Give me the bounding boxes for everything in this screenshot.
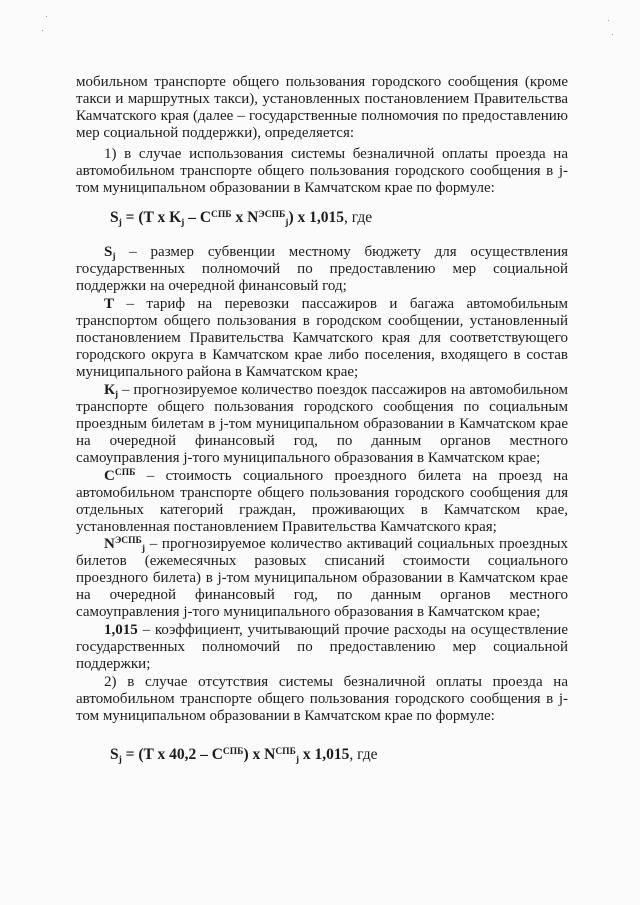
formula-2-s: S bbox=[110, 746, 119, 763]
definition-t: Т – тариф на перевозки пассажиров и багажа автомобильным транспортом общего пользования в городском сообщении, установленный постановлением Правительства Камчатского края для соответствующего городского округа в Камчатском крае либо поселения, входящего в состав муниципального района в Камчатском крае; bbox=[76, 296, 568, 380]
definition-sj: $S_j$ – размер субвенции местному бюджету для осуществления государственных полномочий по предоставлению мер социальной поддержки на очередной финансовый год; bbox=[76, 244, 568, 294]
scan-speck bbox=[612, 34, 613, 35]
formula-1: $S_j = (T$ x $K_j - C^{СПБ}$ x $N^{ЭСПБ}_j$) x 1,015, где bbox=[110, 209, 373, 228]
item-1-paragraph: 1) в случае использования системы безналичной оплаты проезда на автомобильном транспорте общего пользования городского сообщения в j-том муниципальном образовании в Камчатском крае по формуле: bbox=[76, 146, 568, 196]
definition-coefficient: 1,015 – коэффициент, учитывающий прочие расходы на осуществление государственных полномочий по предоставлению мер социальной поддержки; bbox=[76, 622, 568, 672]
formula-1-k: K bbox=[169, 209, 182, 226]
formula-2: $S_j = (T$ x $40,2 - C^{СПБ}$) x $N^{СПБ}_j$ x 1,015, где bbox=[110, 746, 378, 765]
scan-speck bbox=[42, 30, 43, 31]
definition-kj: $К_j$ – прогнозируемое количество поездок пассажиров на автомобильном транспорте общего пользования городского сообщения по социальным проездным билетам в j-том муниципальном образовании в Камчатском крае на очередной финансовый год, по данным органов местного самоуправления j-того муниципального образования в Камчатском крае; bbox=[76, 382, 568, 466]
definition-nespb: $N^{ЭСПБ}_j$ – прогнозируемое количество активаций социальных проездных билетов (ежемесячных разовых списаний стоимости социального проездного билета) в j-том муниципальном образовании в Камчатском крае на очередной финансовый год, по данным органов местного самоуправления j-того муниципального образования в Камчатском крае; bbox=[76, 536, 568, 620]
definition-cspb: $С^{СПБ}$ – стоимость социального проездного билета на проезд на автомобильном транспорте общего пользования городского сообщения для отдельных категорий граждан, проживающих в Камчатском крае, установленная постановлением Правительства Камчатского края; bbox=[76, 468, 568, 535]
formula-1-s: S bbox=[110, 209, 119, 226]
scan-speck bbox=[608, 20, 609, 21]
item-2-paragraph: 2) в случае отсутствия системы безналичной оплаты проезда на автомобильном транспорте общего пользования городского сообщения в j-том муниципальном образовании в Камчатском крае по формуле: bbox=[76, 674, 568, 724]
intro-paragraph: мобильном транспорте общего пользования городского сообщения (кроме такси и маршрутных такси), установленных постановлением Правительства Камчатского края (далее – государственные полномочия по предоставлению мер социальной поддержки), определяется: bbox=[76, 74, 568, 141]
scan-speck bbox=[46, 16, 47, 17]
